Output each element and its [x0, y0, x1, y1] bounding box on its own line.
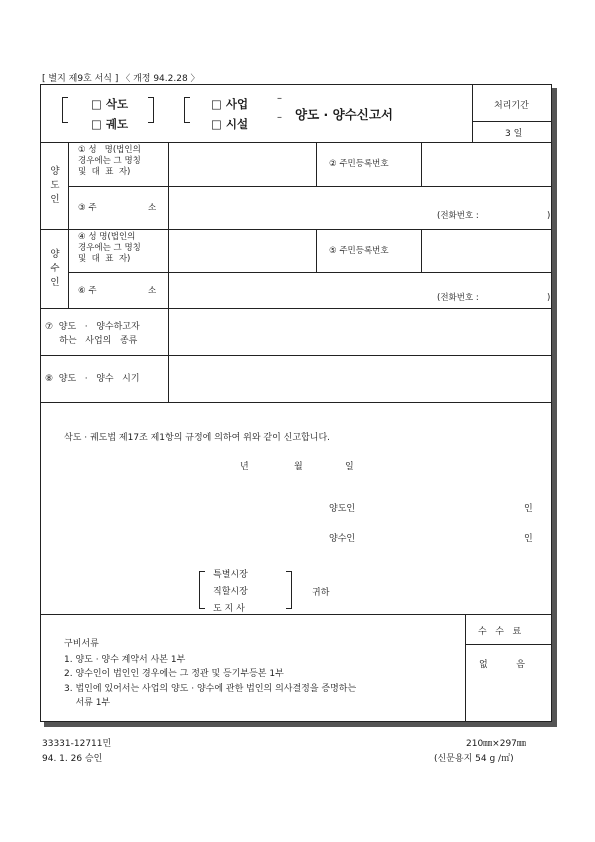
date-day-label: 일 — [345, 462, 354, 472]
bracket-left-1 — [62, 97, 68, 123]
transferor-sign-label: 양도인 — [329, 504, 356, 514]
form-title: 양도 · 양수신고서 — [295, 107, 393, 122]
recipient-bracket-left — [199, 571, 205, 609]
transferee-phone-label: (전화번호 : — [437, 293, 479, 303]
processing-period-label: 처리기간 — [494, 101, 529, 111]
option-cable-car[interactable]: □ 삭도 — [91, 97, 129, 111]
transferor-rrn-label: ② 주민등록번호 — [329, 159, 389, 169]
transferee-sign-label: 양수인 — [329, 534, 356, 544]
transfer-date-field[interactable] — [169, 356, 551, 401]
required-document-3-cont: 서류 1부 — [64, 698, 111, 708]
required-document-3: 3. 법인에 있어서는 사업의 양도 · 양수에 관한 법인의 의사결정을 증명하는 — [64, 684, 357, 694]
option-railway[interactable]: □ 궤도 — [91, 117, 129, 131]
transferee-group-label: 양 수 인 — [50, 249, 60, 288]
required-documents-title: 구비서류 — [64, 639, 99, 649]
required-document-1: 1. 양도 · 양수 계약서 사본 1부 — [64, 655, 186, 665]
transferee-rrn-field[interactable] — [422, 230, 551, 271]
transferor-address-label-num: ③ 주 — [78, 203, 97, 213]
recipient-special-city-mayor: 특별시장 — [213, 570, 248, 580]
form-reference: [ 별지 제9호 서식 ] 〈 개정 94.2.28 〉 — [42, 74, 200, 84]
recipient-governor: 도 지 사 — [213, 604, 245, 614]
transferor-name-field[interactable] — [169, 143, 315, 185]
bracket-left-2 — [184, 97, 190, 123]
form-code: 33331-12711민 — [42, 739, 112, 749]
transferee-address-label-num: ⑥ 주 — [78, 286, 97, 296]
transferee-name-label: ④ 성 명(법인의 경우에는 그 명칭 및 대 표 자) — [78, 232, 141, 264]
transferee-address-label-tail: 소 — [148, 286, 157, 296]
bracket-right-1 — [148, 97, 154, 123]
transferor-phone-close: ) — [547, 211, 551, 221]
honorific: 귀하 — [312, 588, 330, 598]
date-month-label: 월 — [294, 462, 303, 472]
required-document-2: 2. 양수인이 법인인 경우에는 그 정관 및 등기부등본 1부 — [64, 669, 284, 679]
recipient-bracket-right — [286, 571, 292, 609]
processing-period-value: 3 일 — [505, 129, 523, 139]
transferor-group-label: 양 도 인 — [50, 166, 60, 205]
transferor-address-label-tail: 소 — [148, 203, 157, 213]
recipient-direct-city-mayor: 직할시장 — [213, 587, 248, 597]
approval-date: 94. 1. 26 승인 — [42, 754, 103, 764]
option-facility[interactable]: □ 시설 — [211, 117, 249, 131]
transferor-name-label: ① 성 명(법인의 경우에는 그 명칭 및 대 표 자) — [78, 145, 141, 177]
dash-bottom: – — [277, 112, 282, 123]
transferee-phone-close: ) — [547, 293, 551, 303]
transfer-date-label: ⑧ 양도 · 양수 시기 — [45, 374, 140, 384]
fee-label: 수 수 료 — [478, 627, 522, 637]
transferor-seal: 인 — [524, 504, 533, 514]
transferee-seal: 인 — [524, 534, 533, 544]
date-year-label: 년 — [240, 462, 249, 472]
transferee-name-field[interactable] — [169, 230, 315, 271]
business-type-field[interactable] — [169, 309, 551, 354]
dash-top: – — [277, 93, 282, 104]
business-type-label: ⑦ 양도 · 양수하고자 하는 사업의 종류 — [45, 322, 140, 346]
declaration-statement: 삭도 · 궤도법 제17조 제1항의 규정에 의하여 위와 같이 신고합니다. — [64, 433, 330, 443]
option-business[interactable]: □ 사업 — [211, 97, 249, 111]
fee-value: 없 음 — [479, 660, 525, 670]
transferor-rrn-field[interactable] — [422, 143, 551, 185]
transferee-address-field[interactable] — [169, 273, 551, 307]
transferor-address-field[interactable] — [169, 187, 551, 228]
paper-size: 210㎜×297㎜ — [466, 739, 526, 749]
paper-type: (신문용지 54 g /㎡) — [434, 754, 514, 764]
transferor-phone-label: (전화번호 : — [437, 211, 479, 221]
transferee-rrn-label: ⑤ 주민등록번호 — [329, 246, 389, 256]
